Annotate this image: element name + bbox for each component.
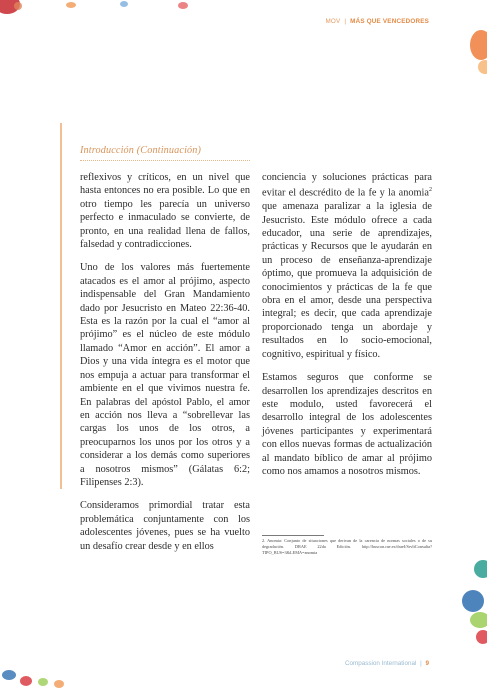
- paragraph-text: conciencia y soluciones prácticas para evitar el descrédito de la fe y la anomia: [262, 172, 432, 199]
- paragraph-text: que amenaza paralizar a la iglesia de Jesucristo. Este módulo ofrece a cada educador, una serie de aprendizajes, prácticas y Recursos que le ayudarán en un proceso de enseñanza-aprendizaje óptimo, que promueva la adquisición de conocimientos y prácticas de la fe que obra en el amor, desde una perspectiva integral; es decir, que cada aprendizaje proporcionado tenga un abordaje y resultados en lo socio-emocional, cognitivo, espiritual y físico.: [262, 201, 432, 360]
- body-paragraph: Uno de los valores más fuertemente atacados es el amor al prójimo, aspecto indispensable del Gran Mandamiento dado por Jesucristo en Mateo 22:36-40. Esta es la razón por la cual el “amor al prójimo” es el núcleo de este módulo llamado “Amor en acción”. El amor a Dios y una vida íntegra es el motor que nos empuja a actuar para transformar el ambiente en el que vivimos nuestra fe. En palabras del apóstol Pablo, el amor en acción nos lleva a “sobrellevar las cargas los unos de los otros, a preocuparnos los unos por los otros y a considerar a los demás como superiores a nosotros mismos” (Gálatas 6:2; Filipenses 2:3).: [80, 262, 250, 488]
- body-column-right: [262, 171, 432, 488]
- header-title: MÁS QUE VENCEDORES: [350, 18, 429, 25]
- header-separator: |: [344, 18, 347, 25]
- footer-separator: |: [420, 660, 422, 667]
- footnote-marker: 2: [429, 187, 432, 194]
- running-footer: [345, 660, 429, 667]
- paint-splash-right-top-2: [478, 60, 487, 74]
- body-paragraph: Consideramos primordial tratar esta problemática conjuntamente con los adolescentes jóvenes, pues se ha vuelto un desafío crear desde y en ellos: [80, 500, 250, 552]
- paint-splash-right-mid-3: [470, 612, 487, 628]
- header-code: MOV: [325, 18, 341, 25]
- paint-splash-right-mid: [474, 560, 487, 578]
- footnote-rule: [262, 535, 324, 536]
- footer-org: Compassion International: [344, 660, 417, 667]
- paint-splash-bottom-left-3: [38, 678, 48, 686]
- paint-splash-top-red: [178, 2, 188, 9]
- paint-splash-bottom-left-4: [54, 680, 64, 688]
- paint-splash-right-mid-2: [462, 590, 484, 612]
- paint-splash-right-mid-4: [476, 630, 487, 644]
- page-number: 9: [425, 660, 429, 667]
- body-column-left: [80, 171, 250, 563]
- accent-bar: [60, 123, 62, 489]
- title-rule: [80, 160, 250, 161]
- paint-splash-top-blue: [120, 1, 128, 7]
- section-title: Introducción (Continuación): [80, 145, 202, 156]
- body-paragraph: Estamos seguros que conforme se desarrollen los aprendizajes descritos en este modulo, usted favorecerá el desarrollo integral de los adolescentes jóvenes participantes y experimentará con ellos nuevas formas de actualización al mandato bíblico de amar al prójimo como nos amamos a nosotros mismos.: [262, 372, 432, 477]
- body-paragraph: reflexivos y críticos, en un nivel que hasta entonces no era posible. Lo que en otro tiempo les parecía un universo perfecto e inmaculado se convierte, de pronto, en una realidad llena de fallos, falsedad y contradicciones.: [80, 172, 250, 251]
- paint-splash-right-top: [470, 30, 487, 60]
- running-header: [325, 18, 429, 25]
- paint-splash-top-left-2: [14, 2, 22, 10]
- paint-splash-top-orange: [66, 2, 76, 8]
- paint-splash-bottom-left: [2, 670, 16, 680]
- footnote: 2. Anomia: Conjunto de situaciones que derivan de la carencia de normas sociales o de su degradación. DRAE 22da Edición. http://buscon.rae.es/draeI/SrvltConsulta?TIPO_BUS=3&LEMA=anomia: [262, 538, 432, 556]
- paint-splash-bottom-left-2: [20, 676, 32, 686]
- body-paragraph: [262, 171, 432, 361]
